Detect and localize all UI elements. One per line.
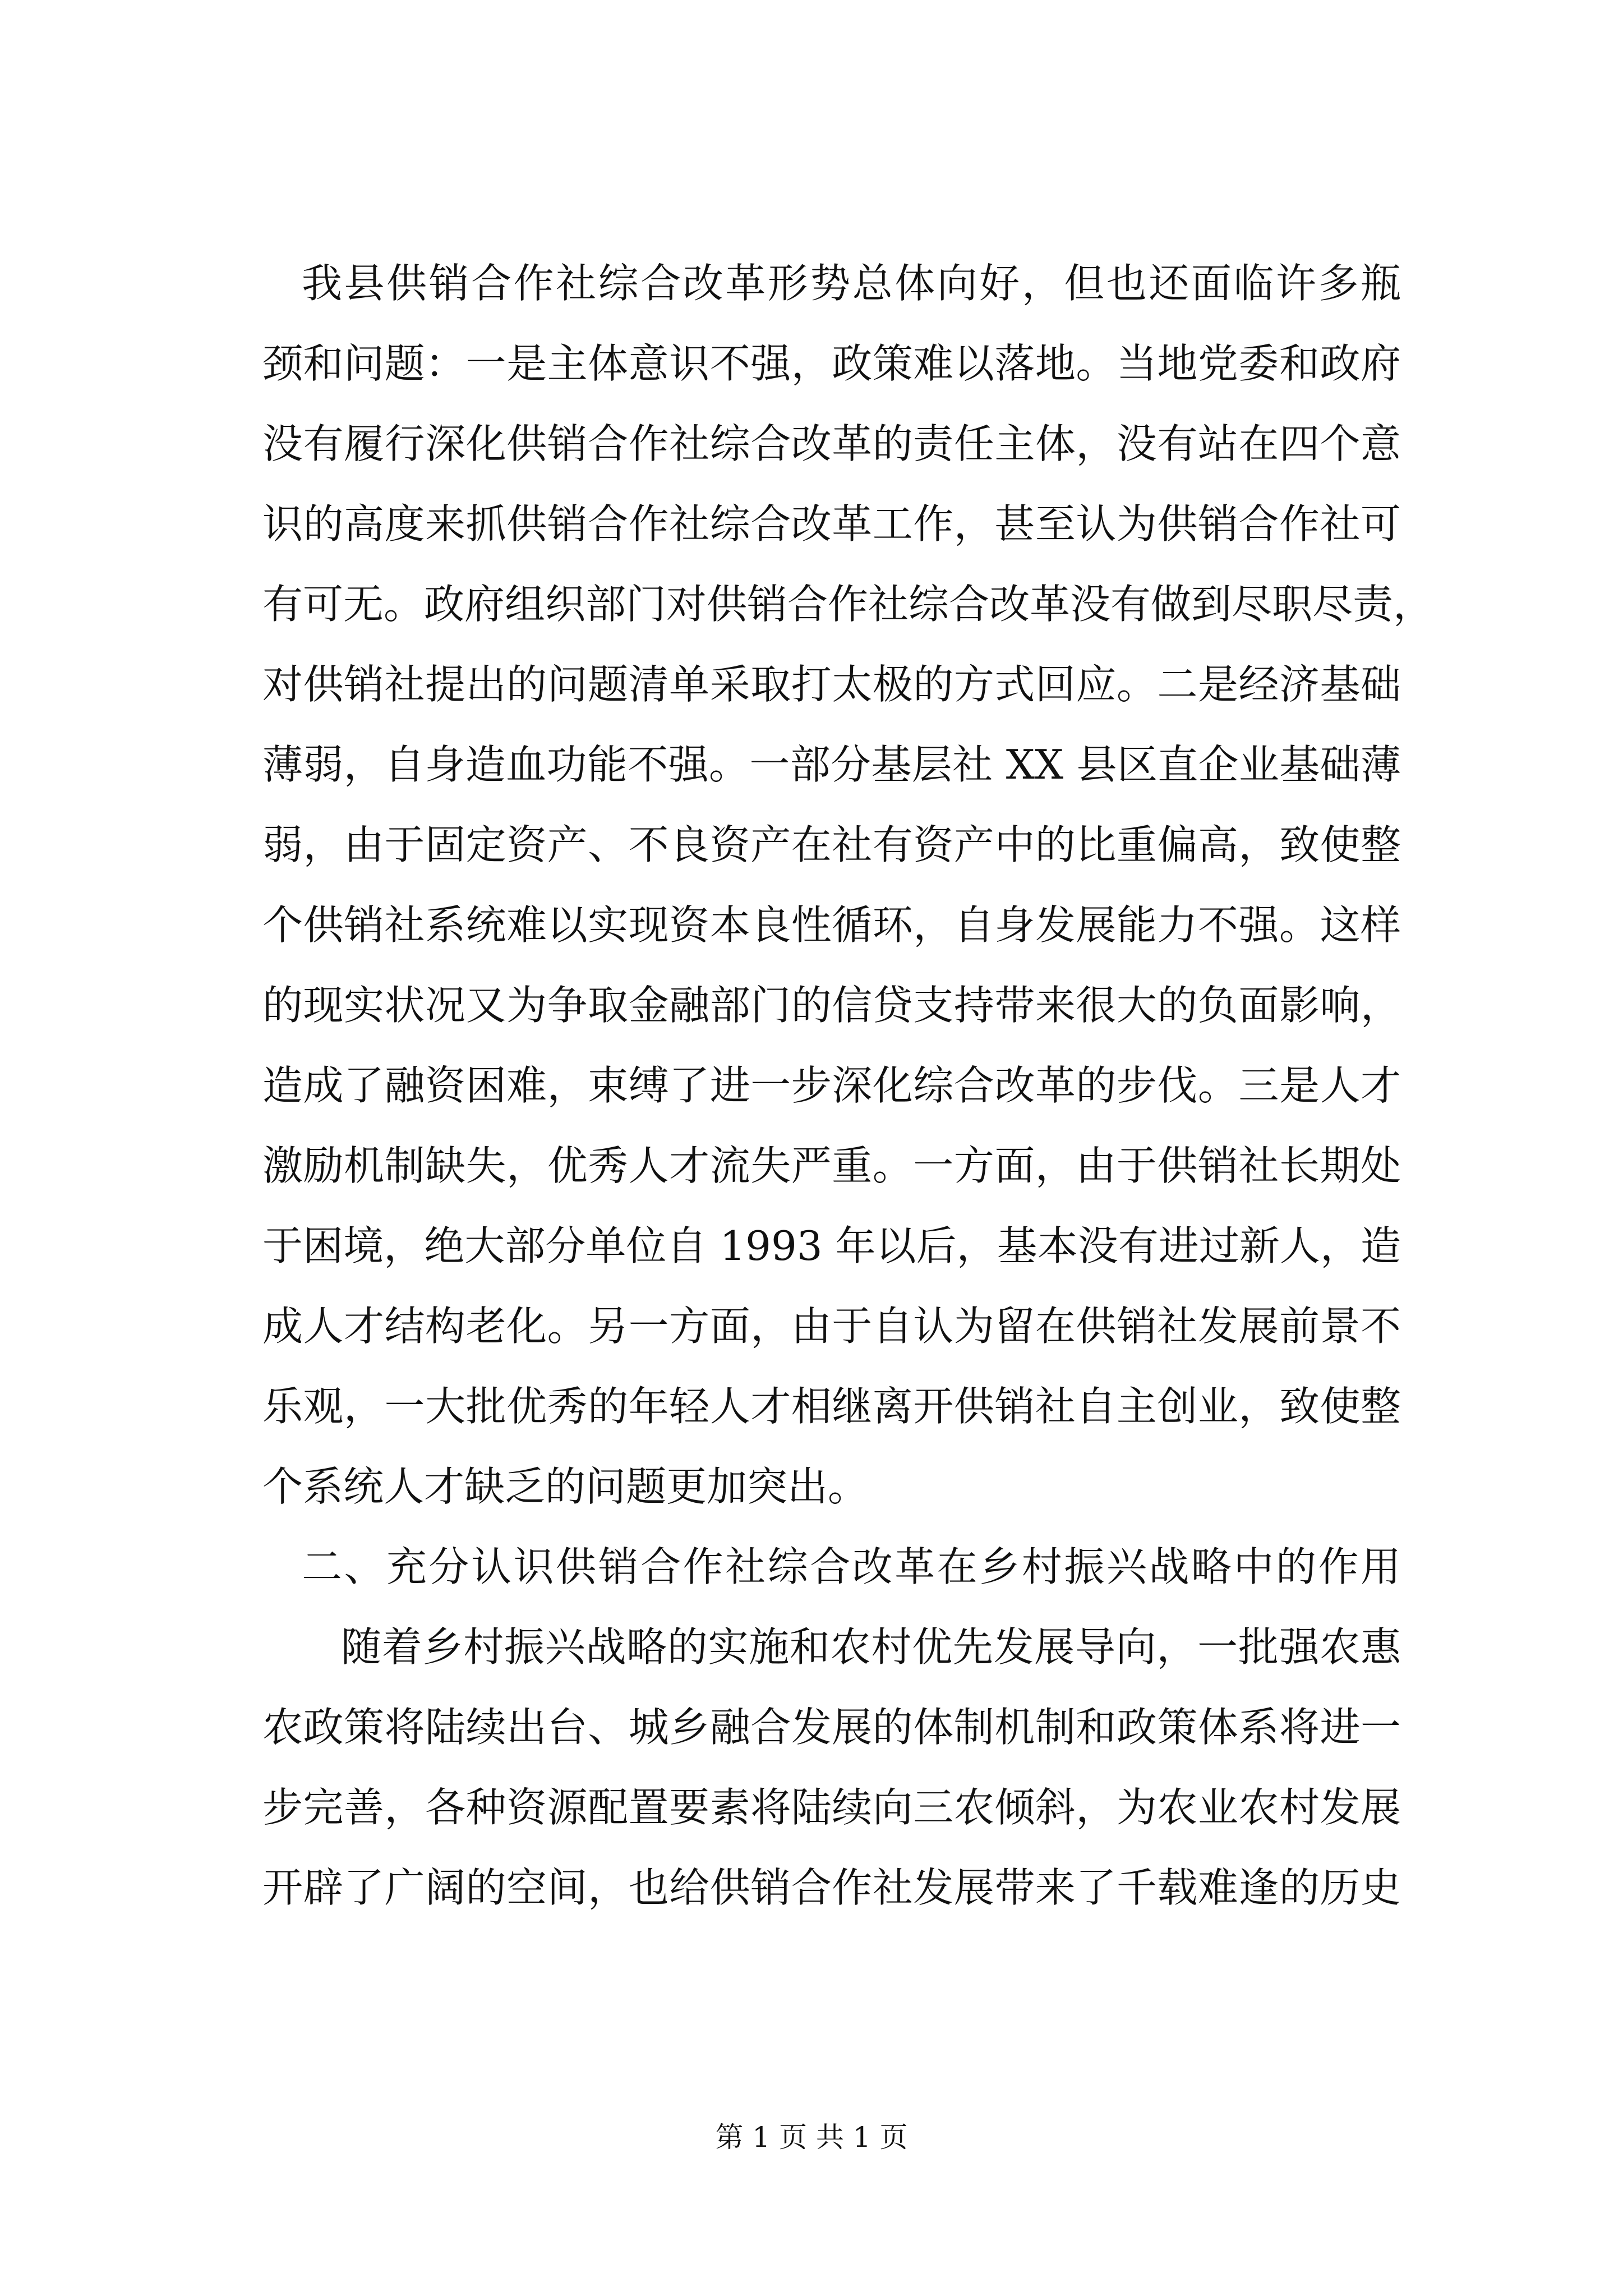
text-line-6: 对供销社提出的问题清单采取打太极的方式回应。二是经济基础 xyxy=(262,661,1401,708)
text-line-18: 随着乡村振兴战略的实施和农村优先发展导向，一批强农惠 xyxy=(341,1623,1401,1671)
text-line-5: 有可无。政府组织部门对供销合作社综合改革没有做到尽职尽责， xyxy=(262,581,1434,628)
text-line-19: 农政策将陆续出台、城乡融合发展的体制机制和政策体系将进一 xyxy=(262,1704,1401,1751)
text-line-7: 薄弱，自身造血功能不强。一部分基层社 XX 县区直企业基础薄 xyxy=(262,741,1401,788)
text-line-3: 没有履行深化供销合作社综合改革的责任主体，没有站在四个意 xyxy=(262,420,1401,467)
text-line-2: 颈和问题：一是主体意识不强，政策难以落地。当地党委和政府 xyxy=(262,340,1401,387)
text-line-4: 识的高度来抓供销合作社综合改革工作，甚至认为供销合作社可 xyxy=(262,500,1401,547)
text-line-8: 弱，由于固定资产、不良资产在社有资产中的比重偏高，致使整 xyxy=(262,821,1401,868)
text-line-21: 开辟了广阔的空间，也给供销合作社发展带来了千载难逢的历史 xyxy=(262,1864,1401,1911)
text-line-1: 我县供销合作社综合改革形势总体向好，但也还面临许多瓶 xyxy=(302,260,1401,307)
text-line-13: 于困境，绝大部分单位自 1993 年以后，基本没有进过新人，造 xyxy=(262,1222,1401,1269)
page-footer: 第 1 页 共 1 页 xyxy=(715,2121,908,2154)
text-line-9: 个供销社系统难以实现资本良性循环，自身发展能力不强。这样 xyxy=(262,901,1401,949)
text-line-20: 步完善，各种资源配置要素将陆续向三农倾斜，为农业农村发展 xyxy=(262,1784,1401,1831)
text-line-16: 个系统人才缺乏的问题更加突出。 xyxy=(262,1463,869,1510)
text-line-12: 激励机制缺失，优秀人才流失严重。一方面，由于供销社长期处 xyxy=(262,1142,1401,1189)
text-line-15: 乐观，一大批优秀的年轻人才相继离开供销社自主创业，致使整 xyxy=(262,1383,1401,1430)
text-line-11: 造成了融资困难，束缚了进一步深化综合改革的步伐。三是人才 xyxy=(262,1062,1401,1109)
text-line-14: 成人才结构老化。另一方面，由于自认为留在供销社发展前景不 xyxy=(262,1303,1401,1350)
section-heading: 二、充分认识供销合作社综合改革在乡村振兴战略中的作用 xyxy=(302,1543,1401,1590)
text-line-10: 的现实状况又为争取金融部门的信贷支持带来很大的负面影响， xyxy=(262,982,1401,1029)
